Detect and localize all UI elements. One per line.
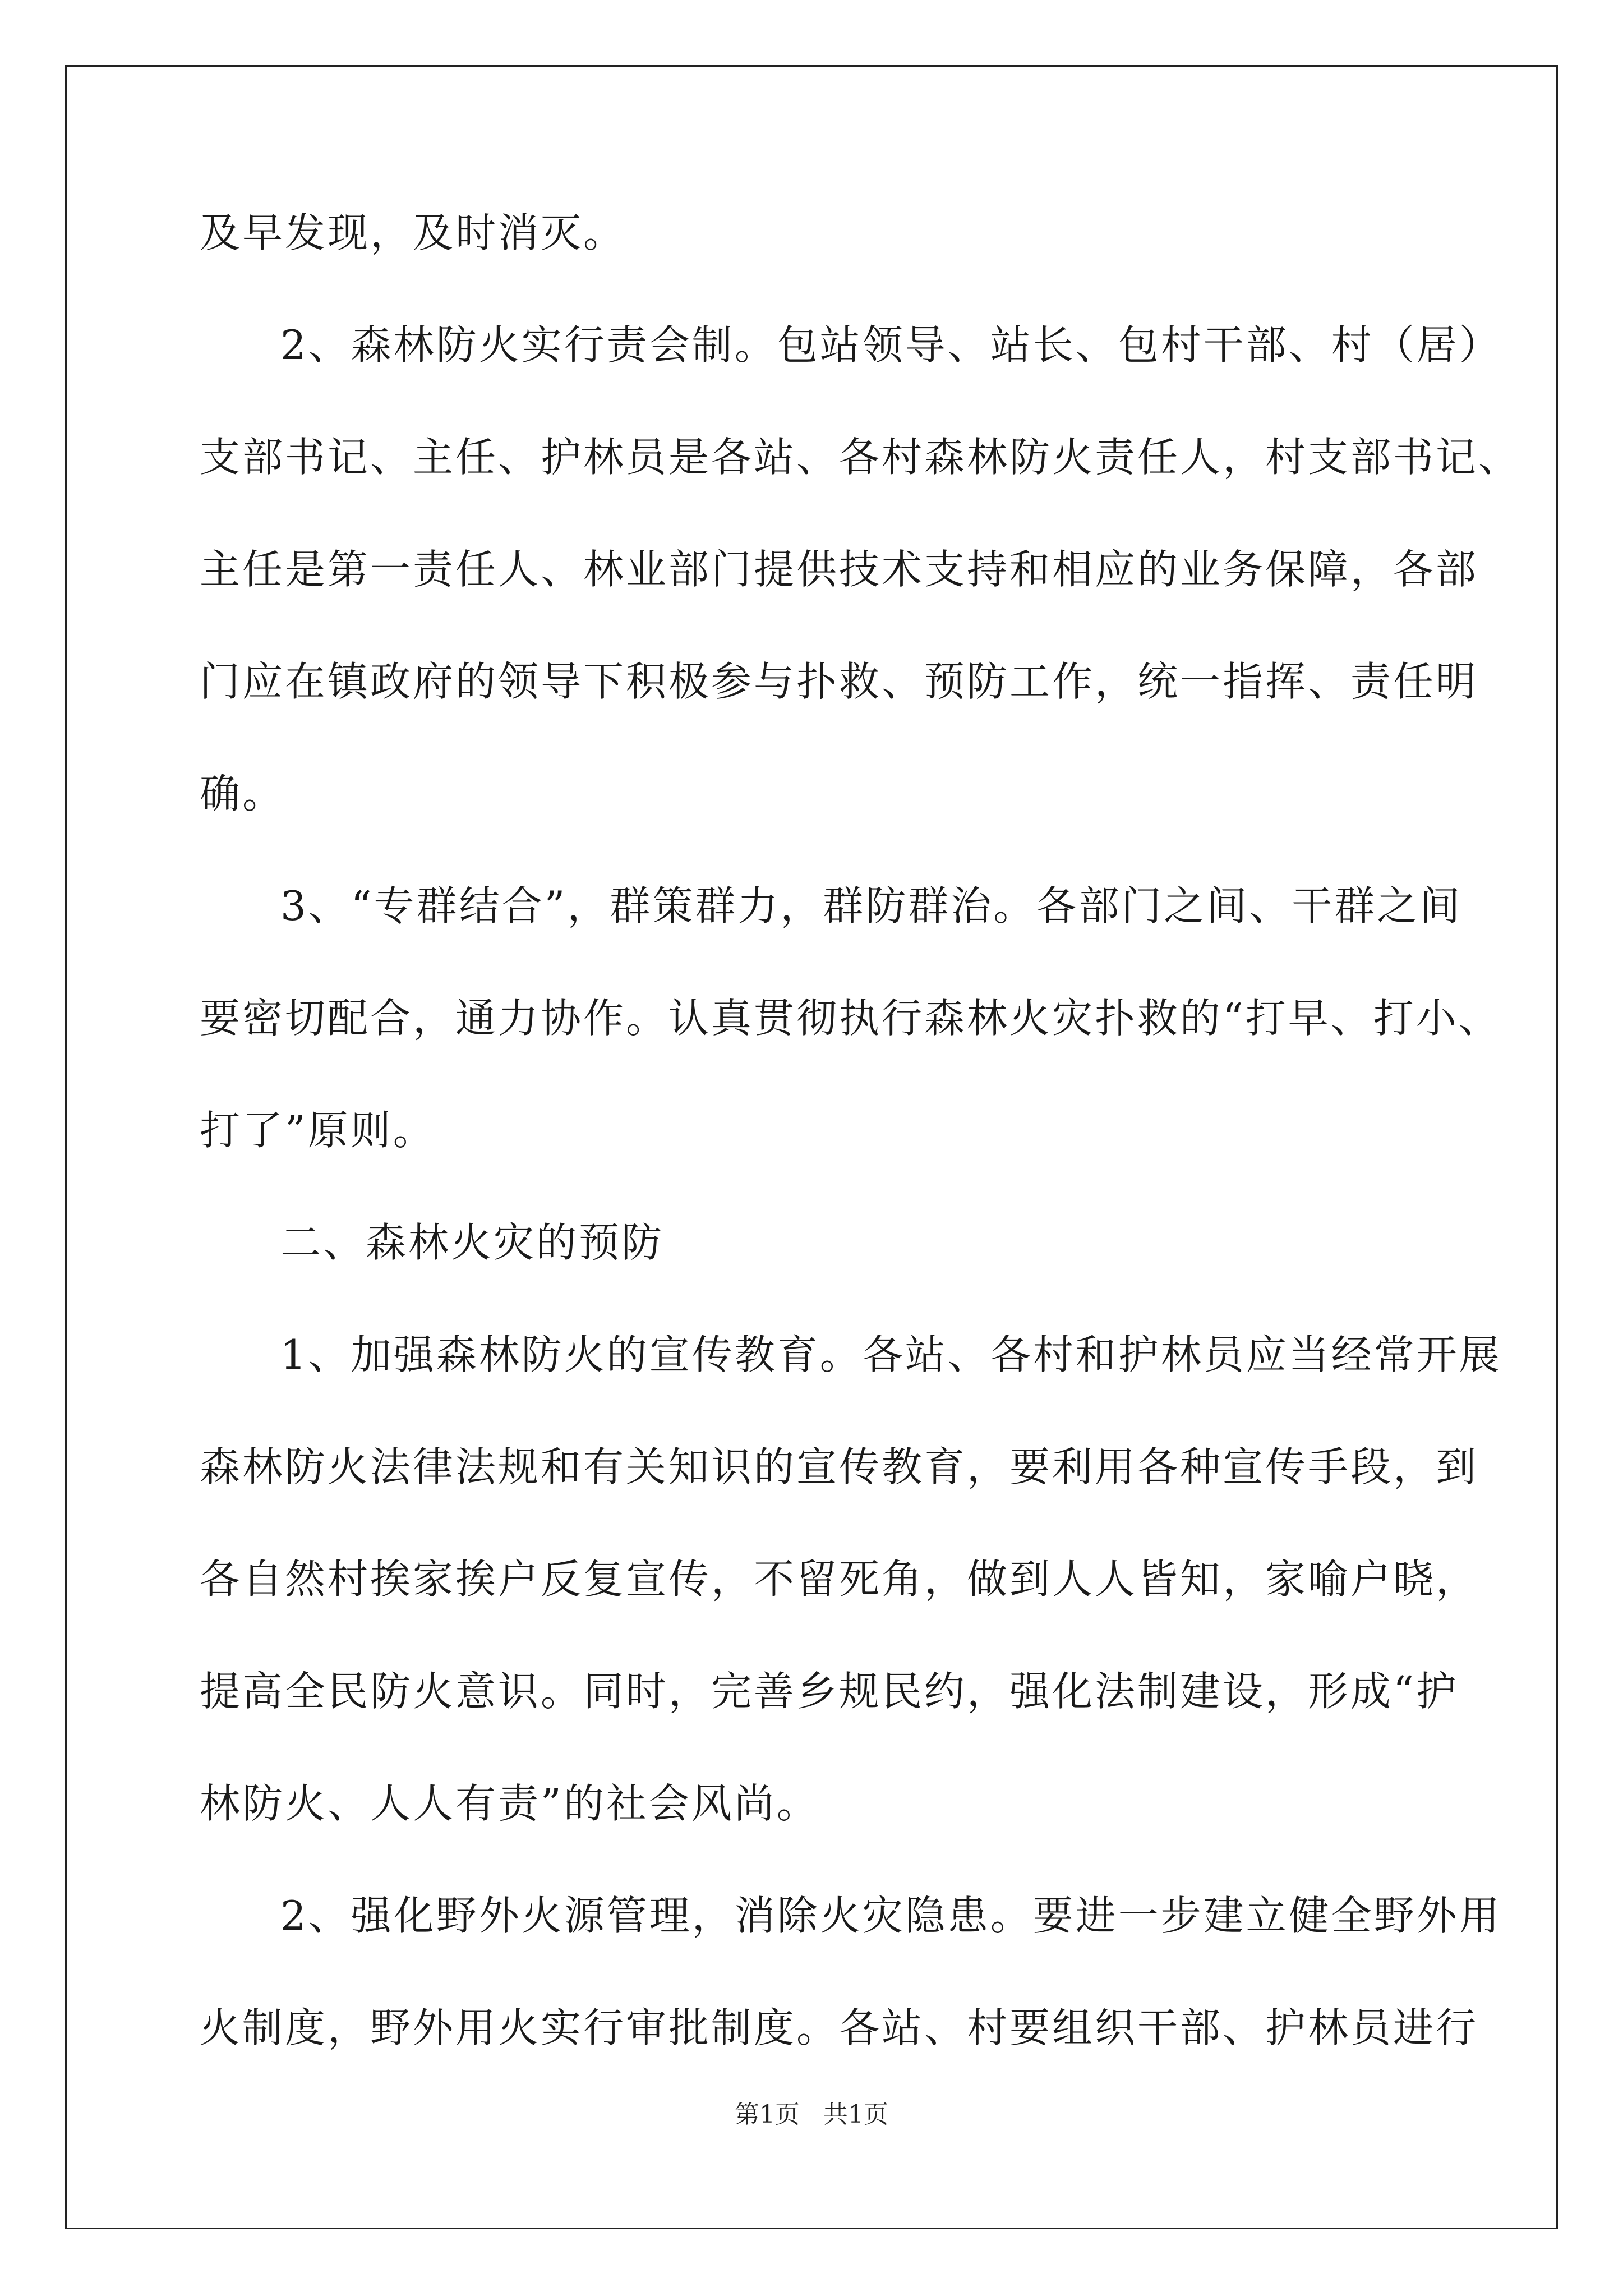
- text-line: 提高全民防火意识。同时，完善乡规民约，强化法制建设，形成“护: [200, 1668, 1459, 1715]
- text-line: 林防火、人人有责”的社会风尚。: [200, 1780, 819, 1827]
- page-number: 第1页: [735, 2100, 800, 2129]
- text-line: 确。: [200, 770, 285, 817]
- section-heading: 二、森林火灾的预防: [280, 1219, 665, 1266]
- text-line: 各自然村挨家挨户反复宣传，不留死角，做到人人皆知，家喻户晓，: [200, 1556, 1479, 1603]
- text-line: 支部书记、主任、护林员是各站、各村森林防火责任人，村支部书记、: [200, 434, 1521, 481]
- page-total: 共1页: [823, 2100, 888, 2129]
- text-line: 1、加强森林防火的宣传教育。各站、各村和护林员应当经常开展: [280, 1331, 1502, 1378]
- text-line: 及早发现，及时消灭。: [200, 209, 626, 256]
- text-line: 打了”原则。: [200, 1107, 436, 1154]
- text-line: 主任是第一责任人、林业部门提供技术支持和相应的业务保障，各部: [200, 546, 1479, 593]
- text-line: 要密切配合，通力协作。认真贯彻执行森林火灾扑救的“打早、打小、: [200, 995, 1501, 1042]
- page-footer: [0, 2098, 1623, 2132]
- text-line: 2、森林防火实行责会制。包站领导、站长、包村干部、村（居）: [280, 321, 1502, 369]
- text-line: 森林防火法律法规和有关知识的宣传教育，要利用各种宣传手段，到: [200, 1443, 1479, 1490]
- text-line: 3、“专群结合”，群策群力，群防群治。各部门之间、干群之间: [280, 882, 1463, 930]
- text-line: 2、强化野外火源管理，消除火灾隐患。要进一步建立健全野外用: [280, 1892, 1502, 1939]
- text-line: 火制度，野外用火实行审批制度。各站、村要组织干部、护林员进行: [200, 2004, 1479, 2051]
- text-line: 门应在镇政府的领导下积极参与扑救、预防工作，统一指挥、责任明: [200, 658, 1479, 705]
